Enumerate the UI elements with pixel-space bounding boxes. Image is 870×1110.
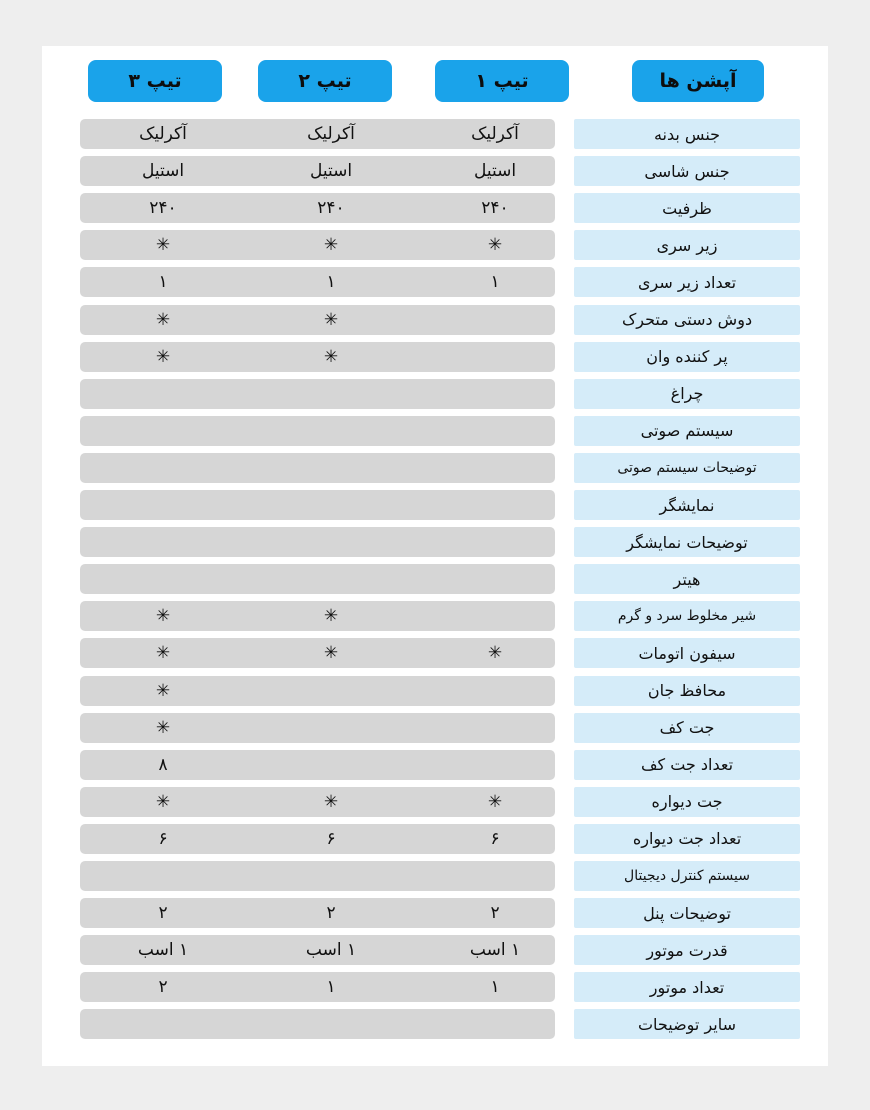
option-label: توضیحات سیستم صوتی xyxy=(574,453,800,483)
value-cell-t1: ۶ xyxy=(490,828,500,849)
option-label: جنس شاسی xyxy=(574,156,800,186)
value-cell-t3: ۶ xyxy=(158,828,168,849)
value-cell-t3: ✳ xyxy=(155,235,171,256)
value-cell-t3: ✳ xyxy=(155,606,171,627)
value-cell-t3: ✳ xyxy=(155,791,171,812)
table-row xyxy=(0,713,870,743)
value-cell-t3: ✳ xyxy=(155,643,171,664)
value-cell-t2 xyxy=(256,379,406,409)
table-row xyxy=(0,119,870,149)
value-cell-t3: ✳ xyxy=(155,346,171,367)
table-row xyxy=(0,156,870,186)
table-row xyxy=(0,193,870,223)
option-label: زیر سری xyxy=(574,230,800,260)
table-row xyxy=(0,267,870,297)
option-label: توضیحات پنل xyxy=(574,898,800,928)
table-row xyxy=(0,1009,870,1039)
value-cell-t1 xyxy=(420,1009,570,1039)
header-type-2 xyxy=(258,60,392,102)
option-label: سایر توضیحات xyxy=(574,1009,800,1039)
table-row xyxy=(0,972,870,1002)
value-cell-t1: ۱ xyxy=(490,977,500,998)
option-label: تعداد زیر سری xyxy=(574,267,800,297)
option-label: تعداد جت کف xyxy=(574,750,800,780)
value-cell-t1 xyxy=(420,453,570,483)
value-cell-t3: ✳ xyxy=(155,717,171,738)
option-label: شیر مخلوط سرد و گرم xyxy=(574,601,800,631)
value-cell-t3: ۱ xyxy=(158,272,168,293)
value-cell-t2: ✳ xyxy=(323,346,339,367)
option-label: نمایشگر xyxy=(574,490,800,520)
table-row xyxy=(0,638,870,668)
option-label: جت کف xyxy=(574,713,800,743)
table-row xyxy=(0,379,870,409)
option-label: سیفون اتومات xyxy=(574,638,800,668)
value-cell-t2: ۱ اسب xyxy=(305,940,357,961)
value-cell-t3: ۸ xyxy=(158,754,168,775)
value-cell-t3 xyxy=(88,527,238,557)
value-cell-t2: ✳ xyxy=(323,791,339,812)
table-row xyxy=(0,787,870,817)
value-cell-t2 xyxy=(256,1009,406,1039)
option-label: دوش دستی متحرک xyxy=(574,305,800,335)
value-cell-t2: ۲۴۰ xyxy=(317,198,345,219)
value-cell-t2: ۱ xyxy=(326,272,336,293)
value-cell-t1 xyxy=(420,676,570,706)
value-cell-t1: ۱ xyxy=(490,272,500,293)
value-cell-t3: ✳ xyxy=(155,680,171,701)
value-cell-t1 xyxy=(420,713,570,743)
table-row xyxy=(0,453,870,483)
option-label: توضیحات نمایشگر xyxy=(574,527,800,557)
value-cell-t3 xyxy=(88,379,238,409)
value-cell-t2: ۱ xyxy=(326,977,336,998)
option-label: محافظ جان xyxy=(574,676,800,706)
value-cell-t2: ✳ xyxy=(323,643,339,664)
table-row xyxy=(0,750,870,780)
value-cell-t2 xyxy=(256,490,406,520)
table-row xyxy=(0,527,870,557)
value-cell-t1 xyxy=(420,861,570,891)
header-type-1-label: تیپ ۱ xyxy=(475,70,529,92)
value-cell-t1 xyxy=(420,342,570,372)
option-label: تعداد جت دیواره xyxy=(574,824,800,854)
header-type-1 xyxy=(435,60,569,102)
value-cell-t2: ۲ xyxy=(326,903,336,924)
header-type-2-label: تیپ ۲ xyxy=(298,70,352,92)
table-row xyxy=(0,564,870,594)
value-cell-t3: ✳ xyxy=(155,309,171,330)
option-label: پر کننده وان xyxy=(574,342,800,372)
table-row xyxy=(0,676,870,706)
value-cell-t3: استیل xyxy=(141,161,185,182)
value-cell-t2: ✳ xyxy=(323,309,339,330)
value-cell-t3 xyxy=(88,416,238,446)
value-cell-t1 xyxy=(420,527,570,557)
value-cell-t1 xyxy=(420,305,570,335)
table-row xyxy=(0,416,870,446)
value-cell-t1: ✳ xyxy=(487,791,503,812)
table-row xyxy=(0,898,870,928)
value-cell-t2: آکرلیک xyxy=(307,124,355,144)
header-type-3 xyxy=(88,60,222,102)
value-cell-t2 xyxy=(256,713,406,743)
option-label: چراغ xyxy=(574,379,800,409)
value-cell-t1: ۲ xyxy=(490,903,500,924)
value-cell-t1: استیل xyxy=(473,161,517,182)
table-row xyxy=(0,230,870,260)
value-cell-t2 xyxy=(256,750,406,780)
table-row xyxy=(0,601,870,631)
value-cell-t3: ۱ اسب xyxy=(137,940,189,961)
value-cell-t3: ۲ xyxy=(158,977,168,998)
value-cell-t2 xyxy=(256,453,406,483)
value-cell-t2 xyxy=(256,676,406,706)
value-cell-t3 xyxy=(88,490,238,520)
value-cell-t1 xyxy=(420,490,570,520)
value-cell-t3 xyxy=(88,453,238,483)
value-cell-t1: ✳ xyxy=(487,235,503,256)
value-cell-t1 xyxy=(420,564,570,594)
value-cell-t3 xyxy=(88,564,238,594)
table-row xyxy=(0,824,870,854)
option-label: هیتر xyxy=(574,564,800,594)
value-cell-t3: آکرلیک xyxy=(139,124,187,144)
value-cell-t3: ۲ xyxy=(158,903,168,924)
value-cell-t2 xyxy=(256,527,406,557)
value-cell-t3 xyxy=(88,861,238,891)
option-label: جت دیواره xyxy=(574,787,800,817)
value-cell-t2 xyxy=(256,564,406,594)
option-label: سیستم کنترل دیجیتال xyxy=(574,861,800,891)
value-cell-t3 xyxy=(88,1009,238,1039)
value-cell-t1: ✳ xyxy=(487,643,503,664)
header-type-3-label: تیپ ۳ xyxy=(128,70,182,92)
value-cell-t1 xyxy=(420,750,570,780)
value-cell-t1 xyxy=(420,416,570,446)
table-row xyxy=(0,305,870,335)
value-cell-t1 xyxy=(420,601,570,631)
option-label: ظرفیت xyxy=(574,193,800,223)
value-cell-t1 xyxy=(420,379,570,409)
value-cell-t2: استیل xyxy=(309,161,353,182)
value-cell-t2 xyxy=(256,861,406,891)
value-cell-t1: ۲۴۰ xyxy=(481,198,509,219)
value-cell-t2: ۶ xyxy=(326,828,336,849)
value-cell-t1: ۱ اسب xyxy=(469,940,521,961)
table-row xyxy=(0,490,870,520)
header-options-label: آپشن ها xyxy=(659,70,737,92)
header-options xyxy=(632,60,764,102)
option-label: تعداد موتور xyxy=(574,972,800,1002)
table-row xyxy=(0,935,870,965)
value-cell-t2: ✳ xyxy=(323,606,339,627)
table-row xyxy=(0,861,870,891)
option-label: سیستم صوتی xyxy=(574,416,800,446)
value-cell-t2 xyxy=(256,416,406,446)
value-cell-t2: ✳ xyxy=(323,235,339,256)
value-cell-t3: ۲۴۰ xyxy=(149,198,177,219)
option-label: قدرت موتور xyxy=(574,935,800,965)
table-row xyxy=(0,342,870,372)
value-cell-t1: آکرلیک xyxy=(471,124,519,144)
option-label: جنس بدنه xyxy=(574,119,800,149)
